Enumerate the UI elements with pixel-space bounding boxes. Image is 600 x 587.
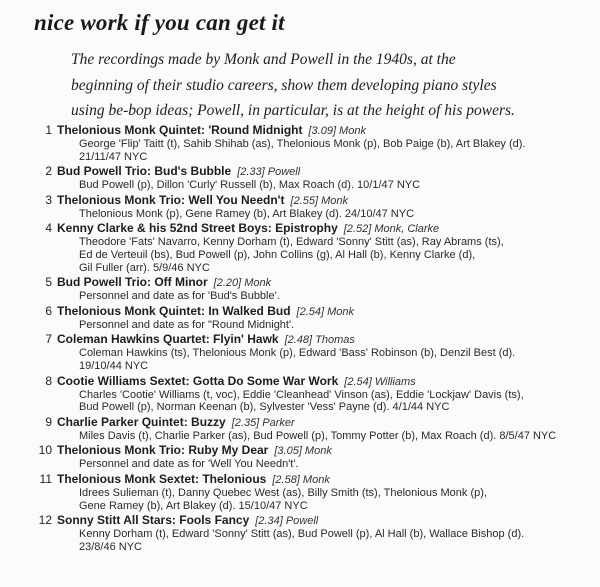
credit-line: George 'Flip' Taitt (t), Sahib Shihab (as), Thelonious Monk (p), Bob Paige (b), Art Blakey (d). <box>79 138 526 150</box>
track-item <box>0 304 600 332</box>
track-number: 11 <box>39 471 52 486</box>
track-credits <box>79 290 591 303</box>
track-credits <box>79 389 591 414</box>
track-duration-composer: [2.54] Monk <box>296 305 355 318</box>
track-number: 12 <box>38 513 52 528</box>
track-title: Cootie Williams Sextet: Gotta Do Some War Work <box>57 373 339 388</box>
track-duration-composer: [3.09] Monk <box>308 125 366 137</box>
track-number: 8 <box>45 373 52 388</box>
credit-line: Gene Ramey (b), Art Blakey (d). 15/10/47 NYC <box>79 499 308 512</box>
track-item <box>0 275 600 303</box>
track-duration-composer: [2.54] Williams <box>344 375 416 388</box>
track-title: Thelonious Monk Trio: Well You Needn't <box>57 192 285 207</box>
track-number: 10 <box>38 443 52 458</box>
track-credits <box>79 319 591 332</box>
intro-line: beginning of their studio careers, show them developing piano styles <box>71 76 497 94</box>
credit-line: Theodore 'Fats' Navarro, Kenny Dorham (t), Edward 'Sonny' Stitt (as), Ray Abrams (ts), <box>79 236 504 249</box>
track-duration-composer: [2.48] Thomas <box>284 334 355 347</box>
track-title: Kenny Clarke & his 52nd Street Boys: Epistrophy <box>57 221 338 236</box>
credit-line: Personnel and date as for 'Bud's Bubble'. <box>79 290 280 303</box>
track-title: Thelonious Monk Trio: Ruby My Dear <box>57 443 269 458</box>
credit-line: Ed de Verteuil (bs), Bud Powell (p), John Collins (g), Al Hall (b), Kenny Clarke (d), <box>79 248 476 261</box>
credit-line: Bud Powell (p), Norman Keenan (b), Sylvester 'Vess' Payne (d). 4/1/44 NYC <box>79 401 450 414</box>
track-item <box>0 193 600 221</box>
track-item <box>0 443 600 471</box>
track-credits <box>79 179 591 192</box>
track-credits <box>79 528 591 553</box>
track-duration-composer: [2.55] Monk <box>290 194 349 207</box>
track-credits <box>79 208 591 221</box>
track-title: Bud Powell Trio: Bud's Bubble <box>57 164 232 179</box>
track-number: 1 <box>45 123 52 137</box>
credit-line: 19/10/44 NYC <box>79 359 149 372</box>
intro-line: The recordings made by Monk and Powell in the 1940s, at the <box>71 51 456 68</box>
credit-line: Personnel and date as for "Round Midnight'. <box>79 318 295 331</box>
track-number: 2 <box>45 164 52 179</box>
track-number: 3 <box>45 192 52 207</box>
track-number: 7 <box>45 332 52 347</box>
intro-line: using be-bop ideas; Powell, in particular, is at the height of his powers. <box>71 102 515 119</box>
credit-line: Coleman Hawkins (ts), Thelonious Monk (p), Edward 'Bass' Robinson (b), Denzil Best (d). <box>79 347 516 360</box>
credit-line: 21/11/47 NYC <box>79 150 148 163</box>
track-duration-composer: [2.35] Parker <box>231 416 295 429</box>
track-title: Coleman Hawkins Quartet: Flyin' Hawk <box>57 332 279 347</box>
track-duration-composer: [2.34] Powell <box>255 515 319 528</box>
credit-line: Thelonious Monk (p), Gene Ramey (b), Art Blakey (d). 24/10/47 NYC <box>79 207 415 220</box>
track-item <box>0 415 600 443</box>
track-credits <box>79 430 591 443</box>
credit-line: Bud Powell (p), Dillon 'Curly' Russell (b), Max Roach (d). 10/1/47 NYC <box>79 179 421 192</box>
track-duration-composer: [2.58] Monk <box>272 473 330 486</box>
credit-line: Charles 'Cootie' Williams (t, voc), Eddie 'Cleanhead' Vinson (as), Eddie 'Lockjaw' Davis (ts), <box>79 388 524 401</box>
track-duration-composer: [2.20] Monk <box>213 277 272 290</box>
page-title: nice work if you can get it <box>34 10 285 35</box>
track-item <box>0 513 600 553</box>
credit-line: 23/8/46 NYC <box>79 540 142 553</box>
track-item <box>0 221 600 274</box>
track-title: Charlie Parker Quintet: Buzzy <box>57 414 226 429</box>
track-credits <box>79 487 591 512</box>
credit-line: Idrees Sulieman (t), Danny Quebec West (as), Billy Smith (ts), Thelonious Monk (p), <box>79 486 487 499</box>
track-item <box>0 164 600 192</box>
credit-line: Gil Fuller (arr). 5/9/46 NYC <box>79 261 210 274</box>
track-number: 9 <box>45 414 52 429</box>
intro-paragraph <box>71 47 593 124</box>
track-credits <box>79 347 591 372</box>
track-duration-composer: [2.33] Powell <box>237 166 301 179</box>
track-credits <box>79 458 591 471</box>
track-credits <box>79 138 591 163</box>
track-title: Bud Powell Trio: Off Minor <box>57 275 208 290</box>
track-credits <box>79 236 591 274</box>
track-title: Thelonious Monk Quintet: In Walked Bud <box>57 303 291 318</box>
track-title: Thelonious Monk Sextet: Thelonious <box>57 471 267 486</box>
track-title: Sonny Stitt All Stars: Fools Fancy <box>57 513 250 528</box>
track-item <box>0 332 600 372</box>
credit-line: Kenny Dorham (t), Edward 'Sonny' Stitt (as), Bud Powell (p), Al Hall (b), Wallace Bishop (d). <box>79 528 525 541</box>
credit-line: Personnel and date as for 'Well You Needn't'. <box>79 458 299 471</box>
track-title: Thelonious Monk Quintet: 'Round Midnight <box>57 123 303 137</box>
track-item <box>0 374 600 414</box>
track-item <box>0 472 600 512</box>
track-number: 6 <box>45 303 52 318</box>
track-item <box>0 123 600 163</box>
track-duration-composer: [2.52] Monk, Clarke <box>343 223 440 236</box>
track-number: 5 <box>45 275 52 290</box>
track-duration-composer: [3.05] Monk <box>274 445 332 458</box>
credit-line: Miles Davis (t), Charlie Parker (as), Bud Powell (p), Tommy Potter (b), Max Roach (d). 8/5/47 NYC <box>79 429 557 442</box>
track-list <box>0 123 600 554</box>
track-number: 4 <box>45 221 52 236</box>
